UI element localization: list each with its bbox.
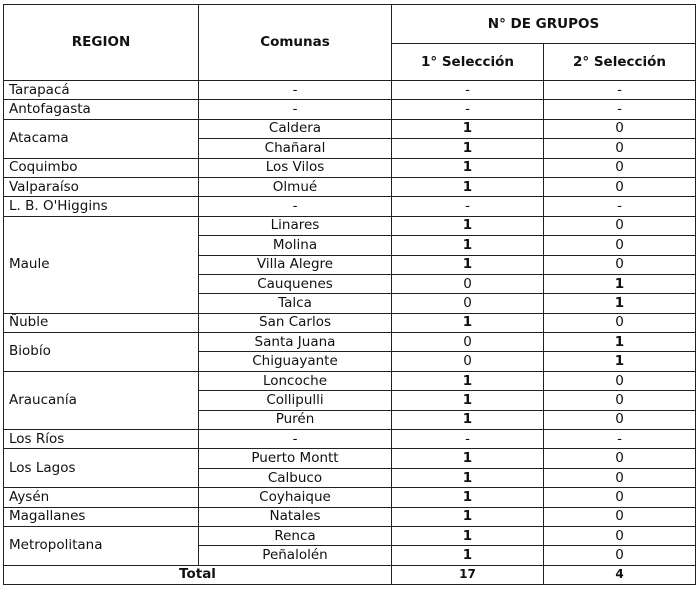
seleccion-1-cell: -: [392, 100, 544, 119]
seleccion-1-cell: 1: [392, 546, 544, 565]
seleccion-1-cell: 1: [392, 526, 544, 545]
seleccion-1-cell: 1: [392, 371, 544, 390]
table-row: [4, 313, 696, 332]
comuna-cell: Coyhaique: [199, 488, 392, 507]
region-cell: Valparaíso: [4, 177, 199, 196]
table-row: [4, 216, 696, 235]
comuna-cell: Collipulli: [199, 391, 392, 410]
comuna-cell: Peñalolén: [199, 546, 392, 565]
seleccion-2-cell: 0: [544, 410, 696, 429]
region-cell: Magallanes: [4, 507, 199, 526]
seleccion-1-cell: 1: [392, 391, 544, 410]
comuna-cell: Purén: [199, 410, 392, 429]
seleccion-1-cell: 1: [392, 449, 544, 468]
region-cell: Coquimbo: [4, 158, 199, 177]
seleccion-1-cell: 1: [392, 139, 544, 158]
table-row: [4, 177, 696, 196]
comuna-cell: -: [199, 100, 392, 119]
region-cell: Maule: [4, 216, 199, 313]
comuna-cell: San Carlos: [199, 313, 392, 332]
region-cell: Los Ríos: [4, 430, 199, 449]
seleccion-2-cell: 0: [544, 313, 696, 332]
region-cell: Araucanía: [4, 371, 199, 429]
seleccion-1-cell: 1: [392, 468, 544, 487]
comuna-cell: -: [199, 81, 392, 100]
region-cell: Tarapacá: [4, 81, 199, 100]
region-cell: Biobío: [4, 333, 199, 372]
table-row: [4, 119, 696, 138]
seleccion-1-cell: 1: [392, 313, 544, 332]
region-cell: Ñuble: [4, 313, 199, 332]
total-row: [4, 565, 696, 584]
seleccion-1-cell: 0: [392, 333, 544, 352]
seleccion-2-cell: 0: [544, 216, 696, 235]
header-seleccion-2: 2° Selección: [544, 44, 696, 81]
seleccion-1-cell: -: [392, 81, 544, 100]
comuna-cell: Loncoche: [199, 371, 392, 390]
comuna-cell: Santa Juana: [199, 333, 392, 352]
seleccion-1-cell: 1: [392, 158, 544, 177]
comuna-cell: Renca: [199, 526, 392, 545]
region-cell: Los Lagos: [4, 449, 199, 488]
table-row: [4, 507, 696, 526]
seleccion-1-cell: -: [392, 430, 544, 449]
header-grupos: N° DE GRUPOS: [392, 5, 696, 44]
table-row: [4, 526, 696, 545]
seleccion-2-cell: 1: [544, 333, 696, 352]
seleccion-2-cell: 1: [544, 294, 696, 313]
header-row: [4, 5, 696, 44]
comuna-cell: Chañaral: [199, 139, 392, 158]
seleccion-1-cell: 1: [392, 177, 544, 196]
seleccion-1-cell: 0: [392, 352, 544, 371]
seleccion-1-cell: 1: [392, 488, 544, 507]
comuna-cell: Villa Alegre: [199, 255, 392, 274]
seleccion-1-cell: 1: [392, 410, 544, 429]
comuna-cell: Los Vilos: [199, 158, 392, 177]
seleccion-2-cell: 0: [544, 119, 696, 138]
seleccion-2-cell: 0: [544, 391, 696, 410]
seleccion-2-cell: 0: [544, 255, 696, 274]
total-seleccion-2: 4: [544, 565, 696, 584]
region-cell: Aysén: [4, 488, 199, 507]
groups-table: [3, 4, 696, 585]
seleccion-1-cell: 1: [392, 236, 544, 255]
seleccion-2-cell: 0: [544, 507, 696, 526]
seleccion-1-cell: 0: [392, 274, 544, 293]
header-seleccion-1: 1° Selección: [392, 44, 544, 81]
seleccion-1-cell: -: [392, 197, 544, 216]
seleccion-2-cell: 0: [544, 139, 696, 158]
comuna-cell: Olmué: [199, 177, 392, 196]
seleccion-2-cell: 0: [544, 546, 696, 565]
seleccion-2-cell: 0: [544, 449, 696, 468]
comuna-cell: Calbuco: [199, 468, 392, 487]
table-row: [4, 371, 696, 390]
region-cell: Antofagasta: [4, 100, 199, 119]
seleccion-2-cell: -: [544, 430, 696, 449]
comuna-cell: Puerto Montt: [199, 449, 392, 468]
header-comunas: Comunas: [199, 5, 392, 81]
table-row: [4, 197, 696, 216]
table-row: [4, 81, 696, 100]
region-cell: Metropolitana: [4, 526, 199, 565]
table-row: [4, 100, 696, 119]
comuna-cell: -: [199, 430, 392, 449]
document-page: [3, 4, 695, 585]
table-row: [4, 449, 696, 468]
header-region: REGION: [4, 5, 199, 81]
table-row: [4, 333, 696, 352]
seleccion-2-cell: -: [544, 81, 696, 100]
comuna-cell: Linares: [199, 216, 392, 235]
comuna-cell: Cauquenes: [199, 274, 392, 293]
seleccion-2-cell: 0: [544, 177, 696, 196]
seleccion-2-cell: 0: [544, 371, 696, 390]
seleccion-1-cell: 1: [392, 507, 544, 526]
seleccion-2-cell: -: [544, 197, 696, 216]
seleccion-1-cell: 0: [392, 294, 544, 313]
seleccion-2-cell: 1: [544, 274, 696, 293]
seleccion-2-cell: 0: [544, 488, 696, 507]
comuna-cell: Chiguayante: [199, 352, 392, 371]
total-seleccion-1: 17: [392, 565, 544, 584]
seleccion-2-cell: 0: [544, 158, 696, 177]
comuna-cell: Natales: [199, 507, 392, 526]
table-row: [4, 158, 696, 177]
seleccion-2-cell: 0: [544, 526, 696, 545]
comuna-cell: Caldera: [199, 119, 392, 138]
table-row: [4, 488, 696, 507]
seleccion-1-cell: 1: [392, 216, 544, 235]
region-cell: L. B. O'Higgins: [4, 197, 199, 216]
comuna-cell: Talca: [199, 294, 392, 313]
table-row: [4, 430, 696, 449]
table-body: [4, 81, 696, 566]
seleccion-1-cell: 1: [392, 119, 544, 138]
seleccion-2-cell: 0: [544, 468, 696, 487]
seleccion-1-cell: 1: [392, 255, 544, 274]
seleccion-2-cell: 0: [544, 236, 696, 255]
total-label: Total: [4, 565, 392, 584]
comuna-cell: Molina: [199, 236, 392, 255]
seleccion-2-cell: -: [544, 100, 696, 119]
comuna-cell: -: [199, 197, 392, 216]
seleccion-2-cell: 1: [544, 352, 696, 371]
region-cell: Atacama: [4, 119, 199, 158]
